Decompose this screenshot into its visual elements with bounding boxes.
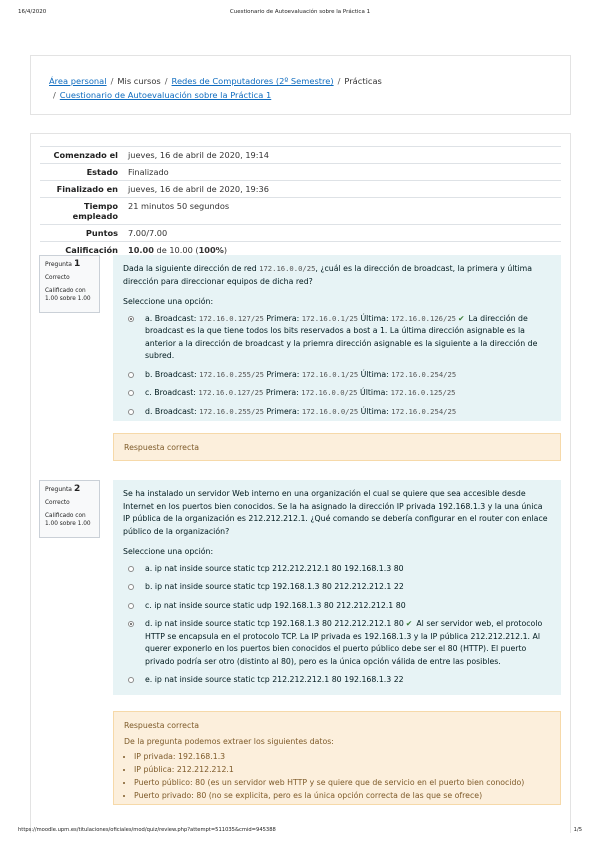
summary-row: [40, 147, 561, 164]
option-feedback: La dirección de broadcast es la que tiene todos los bits reservados a bost a 1. La última dirección asignable es la anterior a la dirección de broadcast y la priemra dirección asignable es la siguiente a la dirección de subred.: [145, 313, 538, 360]
summary-value: jueves, 16 de abril de 2020, 19:36: [124, 181, 561, 198]
answer-prompt: Seleccione una opción:: [123, 547, 214, 556]
question-1-outcome: [113, 433, 561, 461]
breadcrumb: [30, 55, 571, 115]
grade-close: ): [223, 245, 228, 255]
breadcrumb-practicas: Prácticas: [344, 76, 382, 86]
question-2-formulation: [113, 480, 561, 695]
summary-label: Finalizado en: [40, 181, 124, 198]
option-label: d. ip nat inside source static tcp 192.168.1.3 80 212.212.212.1 80: [145, 619, 404, 628]
option-code: 172.16.0.127/25: [198, 388, 264, 397]
radio-icon[interactable]: [128, 372, 134, 378]
option-code: 172.16.0.126/25: [391, 313, 456, 323]
option-label: Primera:: [264, 406, 302, 416]
question-state: Correcto: [45, 500, 70, 506]
answer-prompt: Seleccione una opción:: [123, 297, 214, 306]
check-icon: ✔: [405, 619, 413, 628]
answer-option-c[interactable]: [123, 600, 551, 613]
breadcrumb-separator: /: [110, 76, 114, 86]
option-label: a. Broadcast:: [145, 313, 199, 323]
option-code: 172.16.0.125/25: [390, 388, 456, 397]
option-label: b. Broadcast:: [145, 369, 200, 379]
option-label: Última:: [357, 388, 391, 397]
print-footer: [18, 827, 582, 837]
answer-option-b[interactable]: [123, 581, 551, 594]
option-label: Primera:: [264, 369, 302, 379]
option-code: 172.16.0.1/25: [301, 369, 359, 379]
summary-label: Calificación: [40, 242, 124, 259]
breadcrumb-quiz[interactable]: Cuestionario de Autoevaluación sobre la Práctica 1: [59, 90, 272, 100]
attempt-summary-table: [40, 146, 561, 258]
answer-option-b[interactable]: [123, 369, 551, 382]
radio-icon[interactable]: [128, 316, 134, 322]
summary-value: 7.00/7.00: [124, 225, 561, 242]
option-code: 172.16.0.254/25: [391, 406, 457, 416]
radio-icon[interactable]: [128, 677, 134, 683]
option-label: c. Broadcast:: [145, 388, 199, 397]
outcome-item: • Puerto privado: 80 (no se explicita, pero es la única opción correcta de las que se ofrece): [134, 790, 550, 802]
outcome-title: Respuesta correcta: [124, 443, 200, 452]
question-text: [123, 263, 551, 288]
breadcrumb-separator: /: [337, 76, 341, 86]
outcome-item: • Puerto público: 80 (es un servidor web HTTP y se quiere que de servicio en el puerto bien conocido): [134, 777, 550, 789]
summary-row: [40, 225, 561, 242]
answer-option-e[interactable]: [123, 674, 551, 687]
summary-label: Estado: [40, 164, 124, 181]
question-prefix: Pregunta: [45, 486, 72, 493]
breadcrumb-area-personal[interactable]: Área personal: [49, 76, 107, 86]
question-prefix: Pregunta: [45, 261, 72, 268]
radio-icon[interactable]: [128, 603, 134, 609]
option-label: e. ip nat inside source static tcp 212.212.212.1 80 192.168.1.3 22: [145, 675, 404, 684]
option-code: 172.16.0.255/25: [199, 369, 264, 379]
summary-label: Comenzado el: [40, 147, 124, 164]
grade-rest: de 10.00 (: [153, 245, 199, 255]
question-2-info: [39, 480, 100, 538]
option-code: 172.16.0.1/25: [301, 313, 358, 323]
option-label: Última:: [358, 369, 392, 379]
outcome-list: [134, 751, 550, 802]
grade-score: 10.00: [128, 245, 154, 255]
summary-row: [40, 198, 561, 225]
question-text-part: , ¿cuál es la dirección de broadcast, la primera y última dirección para direccionar equipos de dicha red?: [123, 264, 533, 286]
radio-icon[interactable]: [128, 584, 134, 590]
option-label: Última:: [358, 406, 392, 416]
outcome-item: • IP pública: 212.212.212.1: [134, 764, 550, 776]
question-text: Se ha instalado un servidor Web interno en una organización el cual se quiere que sea accesible desde Internet en los puertos bien conocidos. Se la ha asignado la dirección IP privada 192.168.1.3 y la una única IP pública de la organización es 212.212.212.1. ¿Qué comando se debería configurar en el router con enlace público de la organización?: [123, 489, 548, 536]
summary-value: jueves, 16 de abril de 2020, 19:14: [124, 147, 561, 164]
print-url: https://moodle.upm.es/titulaciones/oficiales/mod/quiz/review.php?attempt=511035&cmid=945388: [18, 827, 276, 833]
question-state: Correcto: [45, 275, 70, 281]
question-grade: Calificado con 1.00 sobre 1.00: [45, 513, 91, 527]
print-page-number: 1/5: [573, 827, 582, 833]
question-number: 2: [73, 484, 81, 494]
option-code: 172.16.0.127/25: [198, 313, 264, 323]
summary-row: [40, 181, 561, 198]
answer-option-d[interactable]: [123, 406, 551, 419]
question-2-outcome: [113, 711, 561, 805]
option-label: Última:: [358, 313, 392, 323]
outcome-intro: De la pregunta podemos extraer los siguientes datos:: [124, 737, 334, 746]
answer-option-d[interactable]: [123, 618, 551, 668]
option-label: c. ip nat inside source static udp 192.168.1.3 80 212.212.212.1 80: [145, 600, 406, 610]
question-text-part: Dada la siguiente dirección de red: [123, 264, 260, 273]
summary-label: Tiempo empleado: [40, 198, 124, 225]
breadcrumb-separator: /: [53, 90, 56, 100]
answer-option-c[interactable]: [123, 387, 551, 400]
answer-option-a[interactable]: [123, 313, 551, 363]
radio-icon[interactable]: [128, 390, 134, 396]
option-label: b. ip nat inside source static tcp 192.168.1.3 80 212.212.212.1 22: [145, 582, 404, 591]
check-icon: ✔: [457, 313, 465, 323]
print-title: Cuestionario de Autoevaluación sobre la Práctica 1: [229, 9, 371, 15]
summary-value: 21 minutos 50 segundos: [124, 198, 561, 225]
option-label: Primera:: [263, 388, 302, 397]
question-1-formulation: [113, 255, 561, 421]
question-grade: Calificado con 1.00 sobre 1.00: [45, 288, 91, 302]
option-label: d. Broadcast:: [145, 406, 200, 416]
breadcrumb-separator: /: [164, 76, 168, 86]
radio-icon[interactable]: [128, 566, 134, 572]
radio-icon[interactable]: [128, 409, 134, 415]
option-label: a. ip nat inside source static tcp 212.212.212.1 80 192.168.1.3 80: [145, 563, 404, 573]
option-label: Primera:: [263, 313, 302, 323]
breadcrumb-course[interactable]: Redes de Computadores (2º Semestre): [171, 76, 334, 86]
summary-row: [40, 164, 561, 181]
radio-icon[interactable]: [128, 621, 134, 627]
outcome-title: Respuesta correcta: [124, 721, 200, 730]
option-code: 172.16.0.0/25: [301, 406, 359, 416]
question-1-info: [39, 255, 100, 313]
answer-option-a[interactable]: [123, 563, 551, 576]
question-text-code: 172.16.0.0/25: [259, 264, 316, 273]
option-feedback: Al ser servidor web, el protocolo HTTP se encapsula en el protocolo TCP. La IP privada es 192.168.1.3 y la IP pública 212.212.212.1. Al querer exponerlo en los puertos bien conocidos el puerto público debe ser el 80 (HTTP). El puerto privado podría ser otro (distinto al 80), pero es la única opción válida de entre las posibles.: [145, 619, 543, 666]
print-header: [18, 9, 582, 19]
print-date: 16/4/2020: [18, 9, 47, 15]
option-code: 172.16.0.0/25: [301, 388, 358, 397]
breadcrumb-mis-cursos: Mis cursos: [117, 76, 161, 86]
option-code: 172.16.0.255/25: [199, 406, 264, 416]
grade-percent: 100%: [198, 245, 224, 255]
option-code: 172.16.0.254/25: [391, 369, 457, 379]
summary-label: Puntos: [40, 225, 124, 242]
summary-value: Finalizado: [124, 164, 561, 181]
question-number: 1: [73, 259, 81, 269]
outcome-item: • IP privada: 192.168.1.3: [134, 751, 550, 763]
